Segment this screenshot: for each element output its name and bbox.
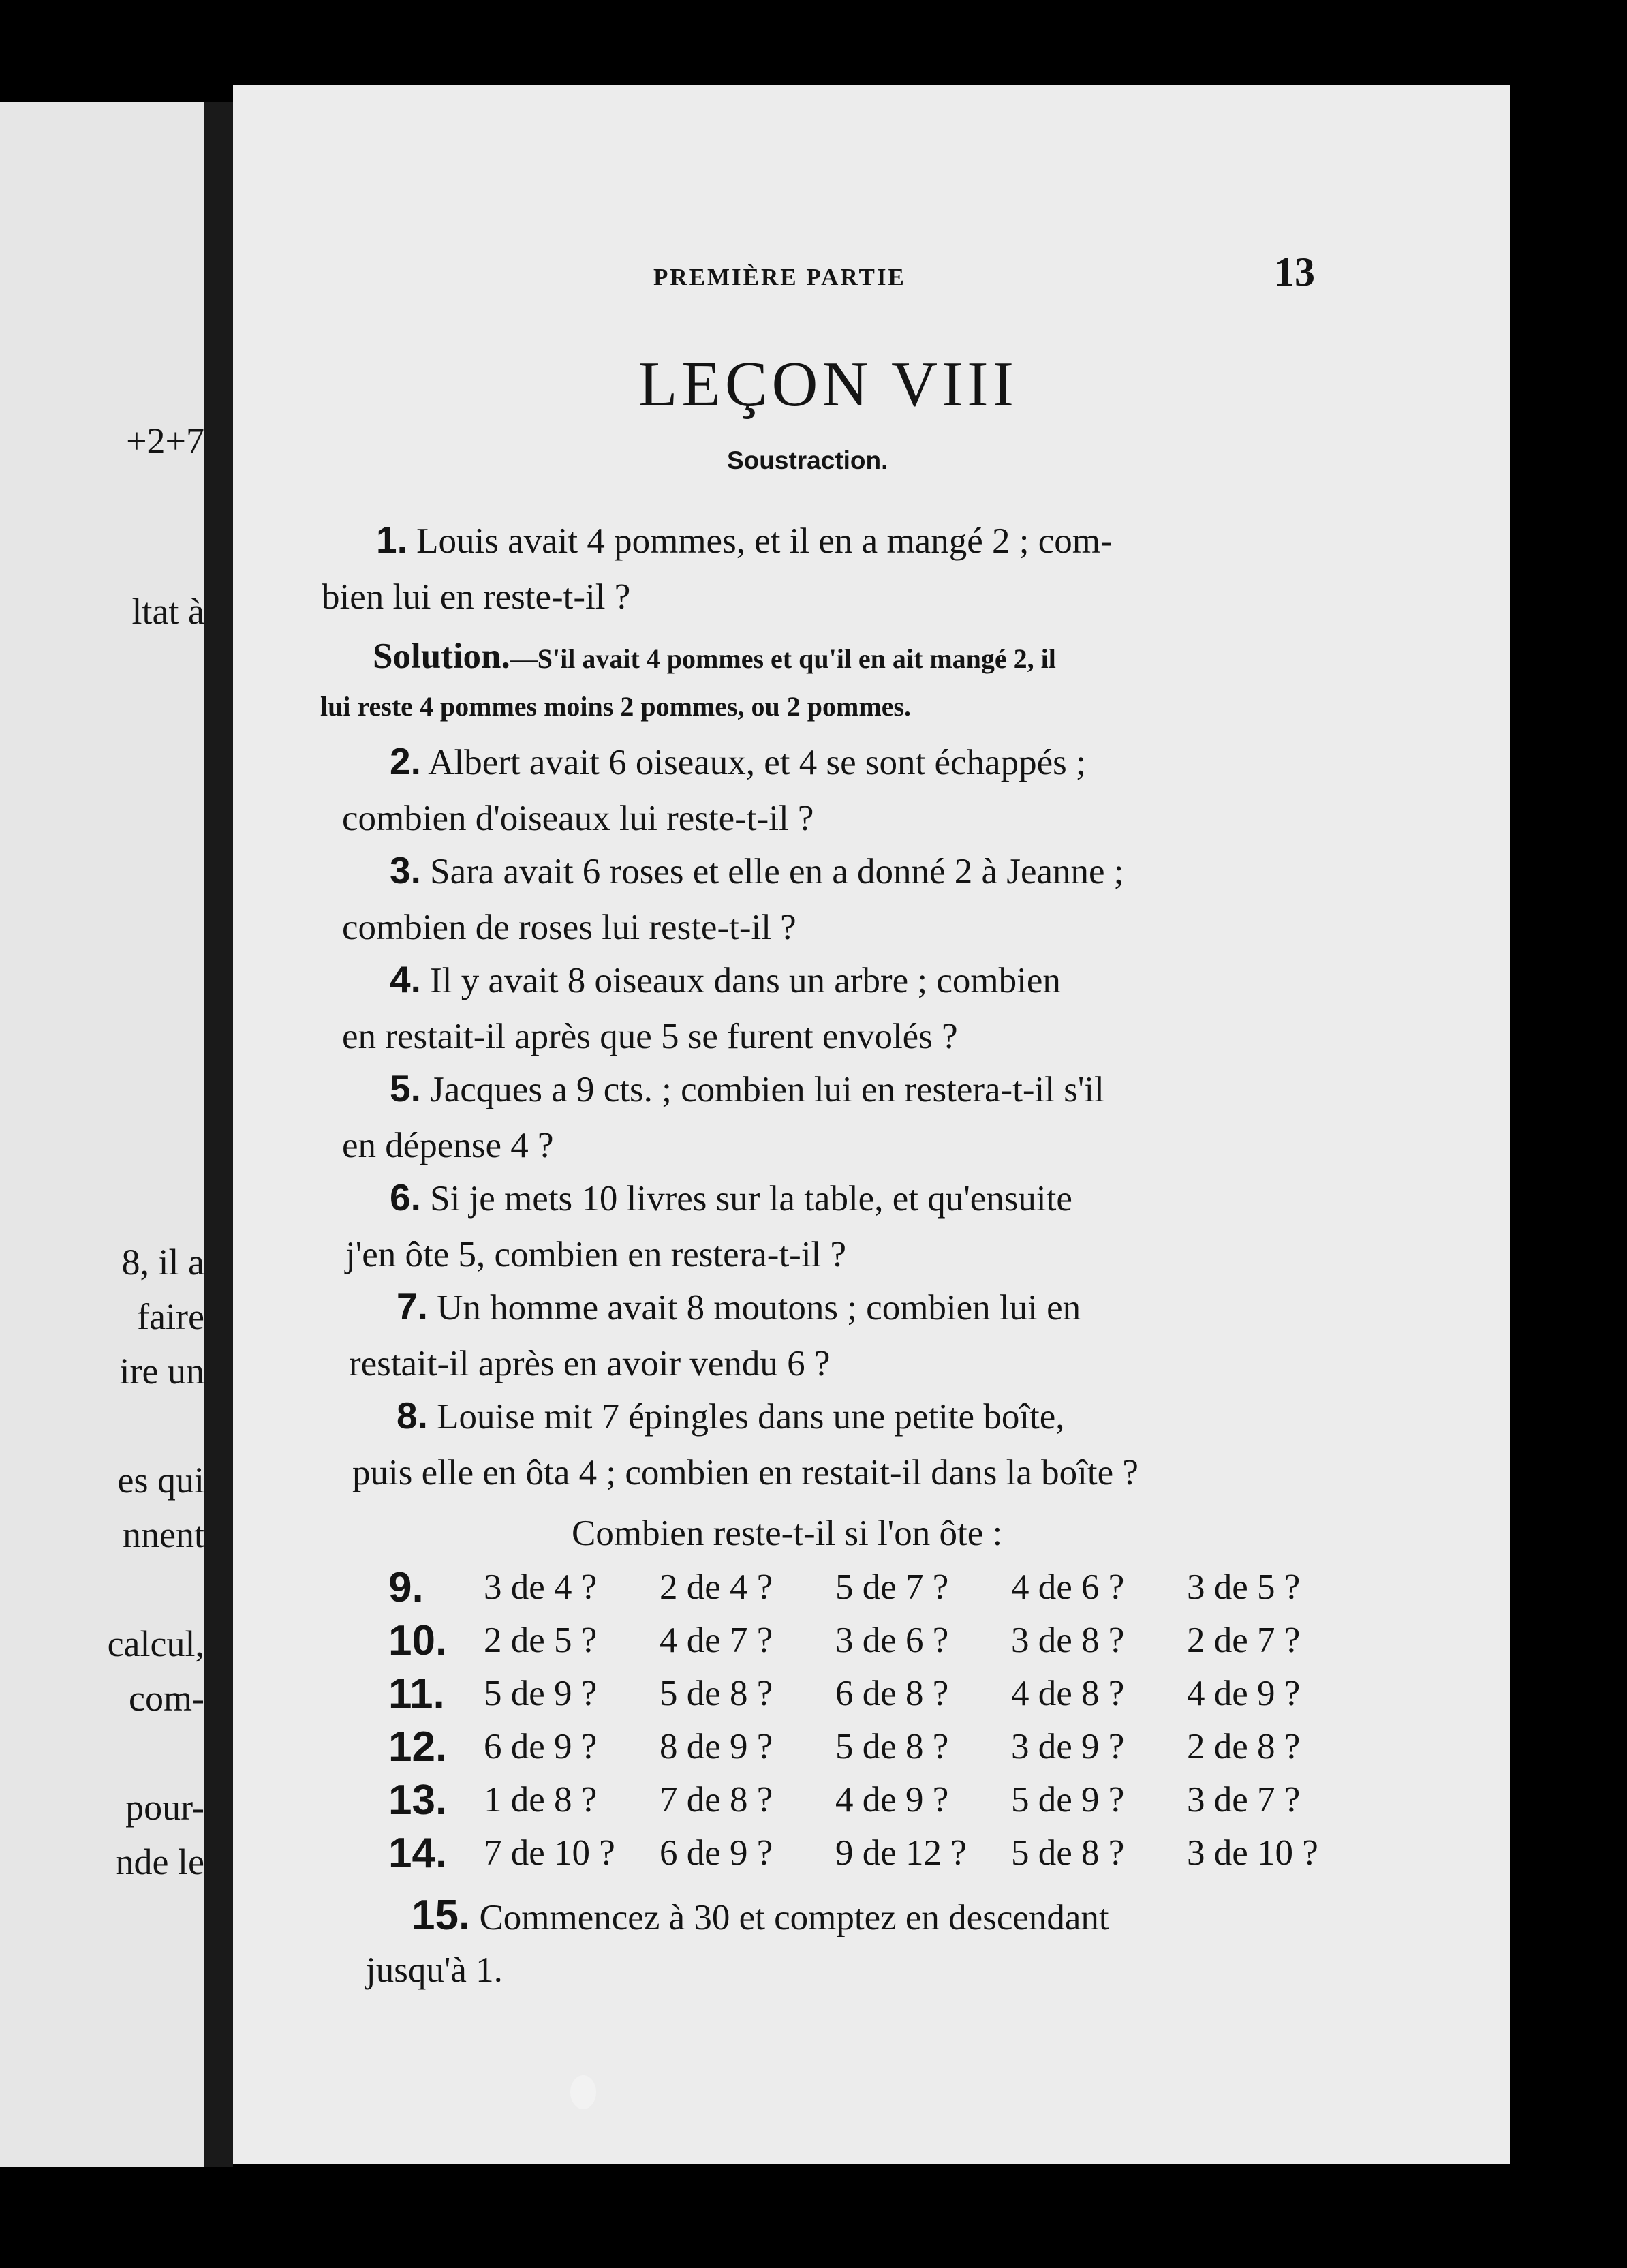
exercise-row (388, 1720, 1363, 1773)
problem-1-line-2: bien lui en reste-t-il ? (322, 577, 631, 617)
left-fragment: calcul, (107, 1623, 204, 1664)
exercise-number: 14. (388, 1829, 448, 1877)
left-fragment: com- (129, 1678, 204, 1719)
left-fragment: +2+7 (126, 420, 204, 461)
exercise-number: 11. (388, 1670, 445, 1717)
problem-15-line-2: jusqu'à 1. (366, 1950, 503, 1990)
exercise-item: 5 de 9 ? (484, 1674, 598, 1713)
exercise-item: 4 de 8 ? (1011, 1674, 1125, 1713)
exercise-number: 10. (388, 1616, 448, 1664)
exercise-number: 13. (388, 1776, 448, 1824)
exercise-item: 4 de 6 ? (1011, 1567, 1125, 1607)
exercise-item: 9 de 12 ? (835, 1833, 967, 1873)
exercise-item: 4 de 7 ? (660, 1621, 773, 1660)
exercise-row (388, 1826, 1363, 1880)
exercise-item: 2 de 7 ? (1187, 1621, 1301, 1660)
left-fragment: nde le (115, 1841, 204, 1882)
exercise-item: 2 de 4 ? (660, 1567, 773, 1607)
problem-6-line-2: j'en ôte 5, combien en restera-t-il ? (345, 1235, 847, 1274)
problem-2-line-1 (390, 740, 1086, 782)
problem-text: Jacques a 9 cts. ; combien lui en restera-t-il s'il (430, 1070, 1104, 1109)
exercise-row (388, 1614, 1363, 1667)
problem-3-line-1 (390, 849, 1124, 891)
problem-8-line-2: puis elle en ôta 4 ; combien en restait-il dans la boîte ? (352, 1453, 1138, 1492)
exercise-item: 3 de 10 ? (1187, 1833, 1318, 1873)
problem-1-line-1 (376, 521, 1113, 560)
problem-2-line-2: combien d'oiseaux lui reste-t-il ? (342, 799, 814, 838)
problem-text: Albert avait 6 oiseaux, et 4 se sont échappés ; (428, 743, 1086, 782)
exercise-item: 5 de 8 ? (835, 1727, 949, 1766)
exercise-instruction: Combien reste-t-il si l'on ôte : (572, 1514, 1003, 1553)
book-gutter (204, 102, 233, 2167)
running-head: PREMIÈRE PARTIE (653, 264, 906, 290)
exercise-item: 2 de 8 ? (1187, 1727, 1301, 1766)
left-fragment: 8, il a (121, 1242, 204, 1283)
exercise-item: 3 de 8 ? (1011, 1621, 1125, 1660)
left-fragment: ire un (119, 1351, 204, 1392)
exercise-item: 6 de 9 ? (484, 1727, 598, 1766)
problem-5-line-2: en dépense 4 ? (342, 1126, 554, 1165)
exercise-item: 4 de 9 ? (1187, 1674, 1301, 1713)
exercise-item: 2 de 5 ? (484, 1621, 598, 1660)
exercise-item: 5 de 8 ? (660, 1674, 773, 1713)
exercise-item: 3 de 5 ? (1187, 1567, 1301, 1607)
exercise-item: 7 de 10 ? (484, 1833, 615, 1873)
problem-number: 3. (390, 849, 421, 891)
left-fragment: nnent (123, 1514, 204, 1555)
problem-text: Louise mit 7 épingles dans une petite boîte, (437, 1397, 1065, 1437)
exercise-table (388, 1561, 1363, 1880)
problem-3-line-2: combien de roses lui reste-t-il ? (342, 908, 796, 947)
problem-8-line-1 (397, 1394, 1065, 1437)
lesson-title: LEÇON VIII (638, 349, 1018, 420)
exercise-item: 3 de 4 ? (484, 1567, 598, 1607)
problem-4-line-2: en restait-il après que 5 se furent envolés ? (342, 1017, 958, 1056)
problem-7-line-1 (397, 1285, 1081, 1328)
main-page (233, 85, 1510, 2164)
problem-number: 8. (397, 1394, 428, 1437)
exercise-item: 1 de 8 ? (484, 1780, 598, 1820)
exercise-item: 8 de 9 ? (660, 1727, 773, 1766)
solution-label: Solution. (373, 637, 510, 676)
exercise-row (388, 1667, 1363, 1720)
problem-text: Un homme avait 8 moutons ; combien lui en (437, 1288, 1081, 1328)
scan-speck (570, 2075, 596, 2109)
problem-6-line-1 (390, 1176, 1072, 1219)
problem-text: Si je mets 10 livres sur la table, et qu'ensuite (430, 1179, 1072, 1219)
problem-4-line-1 (390, 958, 1061, 1000)
solution-line-2: lui reste 4 pommes moins 2 pommes, ou 2 pommes. (320, 691, 912, 722)
left-fragment: es qui (117, 1460, 204, 1501)
solution-text: —S'il avait 4 pommes et qu'il en ait mangé 2, il (510, 643, 1056, 674)
exercise-row (388, 1561, 1363, 1614)
problem-15-line-1 (412, 1892, 1109, 1939)
exercise-item: 6 de 9 ? (660, 1833, 773, 1873)
problem-number: 2. (390, 740, 421, 782)
left-facing-page (0, 102, 204, 2167)
exercise-number: 9. (388, 1563, 424, 1611)
problem-number: 5. (390, 1067, 421, 1109)
exercise-item: 7 de 8 ? (660, 1780, 773, 1820)
problem-7-line-2: restait-il après en avoir vendu 6 ? (349, 1344, 831, 1383)
problem-text: Louis avait 4 pommes, et il en a mangé 2 ; com- (416, 521, 1113, 561)
exercise-item: 3 de 6 ? (835, 1621, 949, 1660)
problem-text: Il y avait 8 oiseaux dans un arbre ; combien (430, 961, 1061, 1000)
exercise-item: 5 de 7 ? (835, 1567, 949, 1607)
solution-line-1 (373, 639, 1056, 675)
exercise-item: 4 de 9 ? (835, 1780, 949, 1820)
exercise-row (388, 1773, 1363, 1826)
problem-5-line-1 (390, 1067, 1104, 1109)
exercise-item: 3 de 9 ? (1011, 1727, 1125, 1766)
exercise-item: 5 de 9 ? (1011, 1780, 1125, 1820)
exercise-item: 6 de 8 ? (835, 1674, 949, 1713)
problem-text: Sara avait 6 roses et elle en a donné 2 à Jeanne ; (430, 852, 1124, 891)
problem-number: 15. (412, 1892, 471, 1939)
lesson-subtitle: Soustraction. (727, 446, 888, 474)
problem-number: 1. (376, 519, 407, 561)
exercise-item: 3 de 7 ? (1187, 1780, 1301, 1820)
left-fragment: faire (137, 1296, 204, 1337)
page-number: 13 (1274, 249, 1315, 294)
problem-number: 4. (390, 958, 421, 1000)
problem-number: 7. (397, 1285, 428, 1328)
problem-number: 6. (390, 1176, 421, 1219)
problem-text: Commencez à 30 et comptez en descendant (479, 1898, 1109, 1937)
left-fragment: ltat à (131, 591, 204, 632)
left-fragment: pour- (125, 1787, 204, 1828)
exercise-item: 5 de 8 ? (1011, 1833, 1125, 1873)
exercise-number: 12. (388, 1723, 448, 1771)
